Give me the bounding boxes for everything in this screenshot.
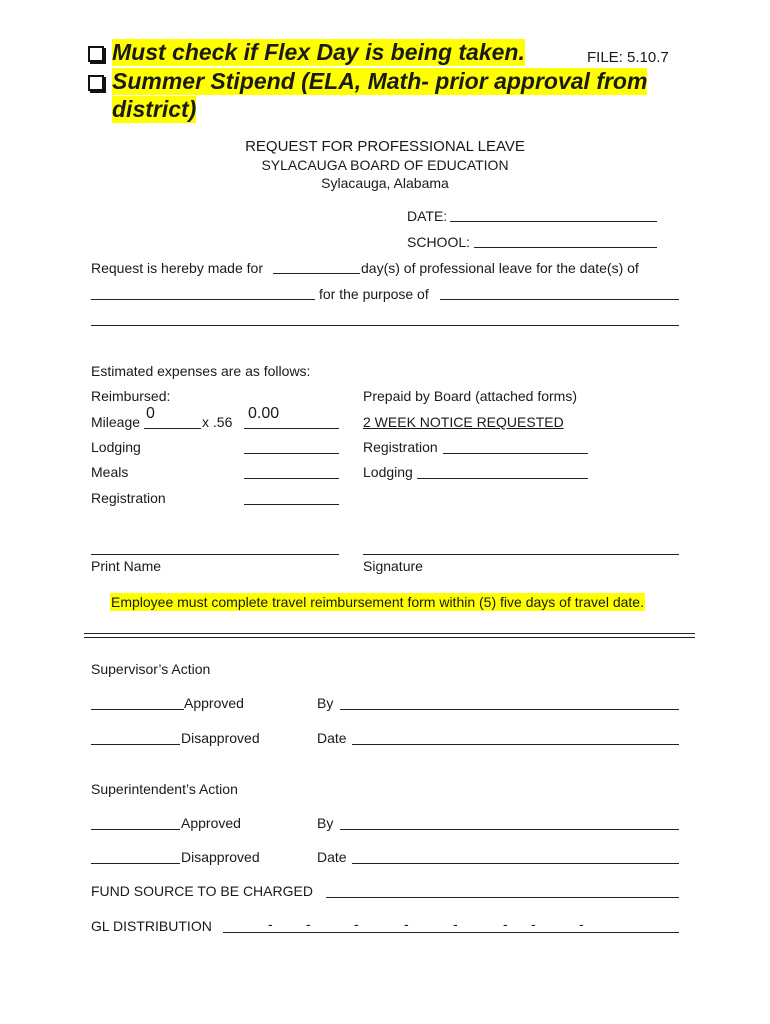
superintendent-approved-label: Approved: [181, 815, 241, 831]
request-text-pre: Request is hereby made for: [91, 260, 263, 276]
school-field[interactable]: [474, 247, 657, 248]
supervisor-date-label: Date: [317, 730, 347, 746]
expenses-heading: Estimated expenses are as follows:: [91, 363, 311, 379]
two-week-notice: 2 WEEK NOTICE REQUESTED: [363, 414, 564, 430]
meals-field[interactable]: [244, 478, 339, 479]
gl-distribution-label: GL DISTRIBUTION: [91, 918, 212, 934]
date-field[interactable]: [450, 221, 657, 222]
gl-separator: -: [268, 916, 273, 932]
mileage-value: 0: [146, 405, 155, 422]
flex-day-notice: Must check if Flex Day is being taken.: [112, 39, 525, 65]
purpose-field[interactable]: [440, 299, 679, 300]
superintendent-disapproved-field[interactable]: [91, 863, 180, 864]
mileage-field[interactable]: [144, 428, 201, 429]
file-number: FILE: 5.10.7: [587, 49, 669, 66]
date-label: DATE:: [407, 208, 448, 224]
lodging-label: Lodging: [91, 439, 141, 455]
purpose-field-continued[interactable]: [91, 325, 679, 326]
prepaid-registration-label: Registration: [363, 439, 438, 455]
superintendent-approved-field[interactable]: [91, 829, 180, 830]
gl-separator: -: [453, 916, 458, 932]
print-name-label: Print Name: [91, 558, 162, 574]
section-divider: [84, 633, 695, 638]
mileage-total-field[interactable]: [244, 428, 339, 429]
gl-separator: -: [531, 916, 536, 932]
registration-field[interactable]: [244, 504, 339, 505]
purpose-label: for the purpose of: [319, 286, 429, 302]
mileage-rate: x .56: [202, 414, 233, 430]
gl-separator: -: [404, 916, 409, 932]
gl-separator: -: [503, 916, 508, 932]
reimbursed-heading: Reimbursed:: [91, 388, 171, 404]
lodging-field[interactable]: [244, 453, 339, 454]
superintendent-disapproved-label: Disapproved: [181, 849, 260, 865]
supervisor-disapproved-label: Disapproved: [181, 730, 260, 746]
request-text-post: day(s) of professional leave for the date(s) of: [361, 260, 639, 276]
meals-label: Meals: [91, 464, 129, 480]
print-name-field[interactable]: [91, 554, 339, 555]
prepaid-registration-field[interactable]: [443, 453, 588, 454]
superintendent-date-field[interactable]: [352, 863, 679, 864]
gl-separator: -: [306, 916, 311, 932]
gl-distribution-field[interactable]: [223, 932, 679, 933]
prepaid-lodging-field[interactable]: [417, 478, 588, 479]
prepaid-heading: Prepaid by Board (attached forms): [363, 388, 577, 404]
superintendent-by-label: By: [317, 815, 334, 831]
registration-label: Registration: [91, 490, 166, 506]
supervisor-heading: Supervisor’s Action: [91, 661, 211, 677]
mileage-total-value: 0.00: [248, 405, 280, 422]
gl-separator: -: [354, 916, 359, 932]
reimbursement-notice: Employee must complete travel reimbursement form within (5) five days of travel date.: [111, 594, 644, 610]
days-field[interactable]: [273, 273, 360, 274]
summer-stipend-line2: district): [112, 96, 197, 122]
superintendent-heading: Superintendent’s Action: [91, 781, 238, 797]
school-label: SCHOOL:: [407, 234, 471, 250]
supervisor-approved-label: Approved: [184, 695, 244, 711]
mileage-label: Mileage: [91, 414, 141, 430]
signature-field[interactable]: [363, 554, 679, 555]
form-title: REQUEST FOR PROFESSIONAL LEAVE: [245, 138, 525, 155]
supervisor-disapproved-field[interactable]: [91, 744, 180, 745]
supervisor-by-field[interactable]: [340, 709, 679, 710]
supervisor-approved-field[interactable]: [91, 709, 184, 710]
fund-source-label: FUND SOURCE TO BE CHARGED: [91, 883, 313, 899]
summer-stipend-checkbox[interactable]: [88, 75, 104, 91]
superintendent-date-label: Date: [317, 849, 347, 865]
signature-label: Signature: [363, 558, 423, 574]
supervisor-date-field[interactable]: [352, 744, 679, 745]
prepaid-lodging-label: Lodging: [363, 464, 413, 480]
gl-separator: -: [579, 916, 584, 932]
board-location: Sylacauga, Alabama: [321, 175, 449, 191]
board-name: SYLACAUGA BOARD OF EDUCATION: [261, 157, 509, 173]
summer-stipend-line1: Summer Stipend (ELA, Math- prior approval from: [112, 68, 648, 94]
leave-dates-field[interactable]: [91, 299, 315, 300]
supervisor-by-label: By: [317, 695, 334, 711]
flex-day-checkbox[interactable]: [88, 46, 104, 62]
superintendent-by-field[interactable]: [340, 829, 679, 830]
fund-source-field[interactable]: [326, 897, 679, 898]
